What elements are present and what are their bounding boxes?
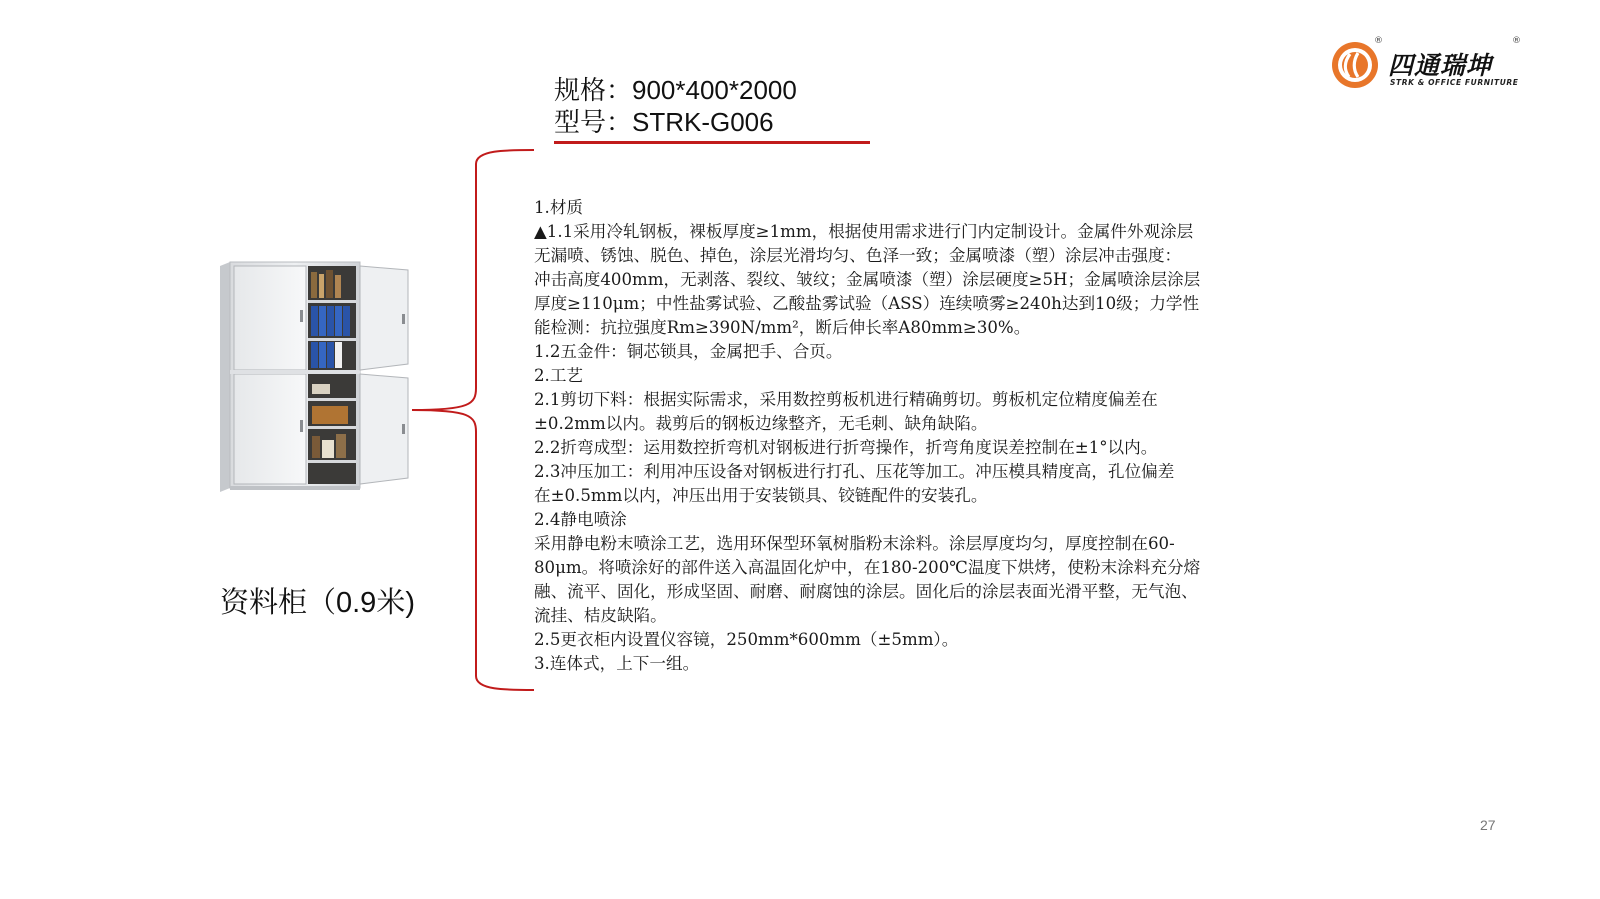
desc-line: 2.1剪切下料：根据实际需求，采用数控剪板机进行精确剪切。剪板机定位精度偏差在 xyxy=(534,390,1158,409)
brand-logo xyxy=(1330,36,1560,96)
desc-line: 2.4静电喷涂 xyxy=(534,510,627,529)
registered-mark: ® xyxy=(1374,36,1383,46)
desc-line: 2.5更衣柜内设置仪容镜，250mm*600mm（±5mm）。 xyxy=(534,630,959,649)
desc-line: 能检测：抗拉强度Rm≥390N/mm²，断后伸长率A80mm≥30%。 xyxy=(534,318,1031,337)
desc-line: 采用静电粉末喷涂工艺，选用环保型环氧树脂粉末涂料。涂层厚度均匀，厚度控制在60- xyxy=(534,534,1175,553)
desc-line: 80μm。将喷涂好的部件送入高温固化炉中，在180-200℃温度下烘烤，使粉末涂料充分熔 xyxy=(534,558,1201,577)
desc-line: 1.2五金件：铜芯锁具，金属把手、合页。 xyxy=(534,342,843,361)
brand-name-en: STRK & OFFICE FURNITURE xyxy=(1390,78,1519,87)
spec-model: 型号：STRK-G006 xyxy=(554,107,774,137)
desc-line: 2.工艺 xyxy=(534,366,584,385)
brand-name-cn: 四通瑞坤 xyxy=(1388,51,1493,80)
desc-line: 2.3冲压加工：利用冲压设备对钢板进行打孔、压花等加工。冲压模具精度高，孔位偏差 xyxy=(534,462,1175,481)
cabinet-image xyxy=(216,260,421,500)
page-number: 27 xyxy=(1480,817,1496,833)
desc-line: 厚度≥110μm；中性盐雾试验、乙酸盐雾试验（ASS）连续喷雾≥240h达到10级；力学性 xyxy=(534,294,1200,313)
desc-line: 1.材质 xyxy=(534,198,584,217)
spec-block xyxy=(554,74,797,138)
desc-line: 3.连体式，上下一组。 xyxy=(534,654,700,673)
curly-bracket xyxy=(410,148,540,693)
desc-line: 融、流平、固化，形成坚固、耐磨、耐腐蚀的涂层。固化后的涂层表面光滑平整，无气泡、 xyxy=(534,582,1198,601)
desc-line: 无漏喷、锈蚀、脱色、掉色，涂层光滑均匀、色泽一致；金属喷漆（塑）涂层冲击强度： xyxy=(534,246,1182,265)
desc-line: 2.2折弯成型：运用数控折弯机对钢板进行折弯操作，折弯角度误差控制在±1°以内。 xyxy=(534,438,1158,457)
desc-line: ±0.2mm以内。裁剪后的钢板边缘整齐，无毛刺、缺角缺陷。 xyxy=(534,414,988,433)
spec-underline xyxy=(554,141,870,144)
desc-line: 冲击高度400mm，无剥落、裂纹、皱纹；金属喷漆（塑）涂层硬度≥5H；金属喷涂层涂层 xyxy=(534,270,1201,289)
brand-mark-icon xyxy=(1330,40,1380,90)
product-name: 资料柜（0.9米) xyxy=(220,587,415,619)
registered-mark-2: ® xyxy=(1512,36,1521,46)
desc-line: 在±0.5mm以内，冲压出用于安装锁具、铰链配件的安装孔。 xyxy=(534,486,988,505)
desc-line: ▲1.1采用冷轧钢板，裸板厚度≥1mm，根据使用需求进行门内定制设计。金属件外观涂层 xyxy=(534,222,1194,241)
spec-description xyxy=(534,196,1334,676)
spec-size: 规格：900*400*2000 xyxy=(554,75,797,105)
desc-line: 流挂、桔皮缺陷。 xyxy=(534,606,667,625)
